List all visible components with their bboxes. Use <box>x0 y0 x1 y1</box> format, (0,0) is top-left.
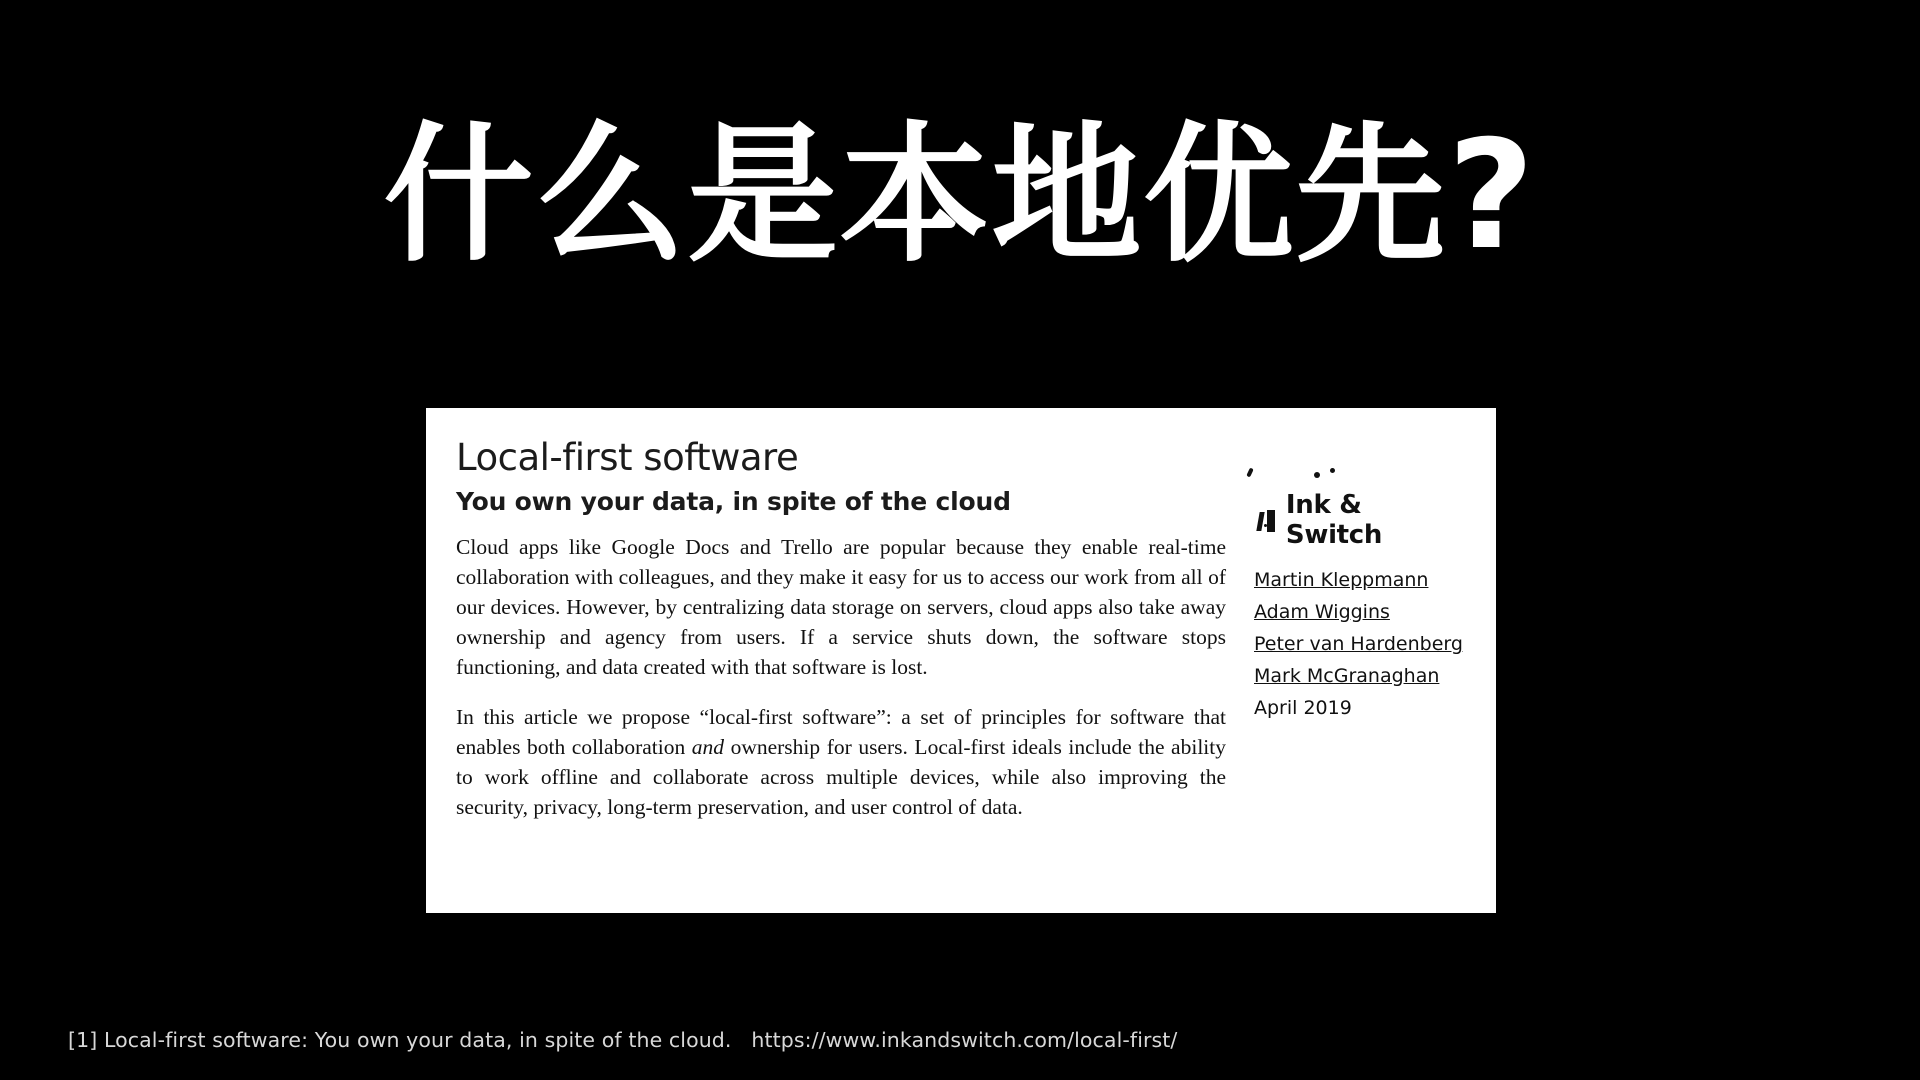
author-link[interactable]: Peter van Hardenberg <box>1254 633 1463 655</box>
ink-and-switch-logo-icon <box>1254 507 1278 533</box>
article-paragraph-2-part-b: ownership for users. Local-first ideals include the ability to work offline and collaborate across multiple devices, while also improving the security, privacy, long-term preservation, and user control of data. <box>456 735 1226 819</box>
brand-row <box>1254 490 1466 550</box>
article-subtitle: You own your data, in spite of the cloud <box>456 487 1011 516</box>
ink-splatter-streak-icon <box>1246 468 1253 478</box>
publication-date: April 2019 <box>1254 697 1352 719</box>
ink-splatter-dot-icon <box>1330 468 1335 473</box>
article-title: Local-first software <box>456 436 799 479</box>
article-screenshot-card <box>426 408 1496 913</box>
author-link[interactable]: Mark McGranaghan <box>1254 665 1440 687</box>
footnote-reference: [1] Local-first software: You own your data, in spite of the cloud. https://www.inkandswitch.com/local-first/ <box>68 1028 1178 1052</box>
brand-name: Ink & Switch <box>1285 490 1383 550</box>
page-title: 什么是本地优先? <box>383 109 1537 283</box>
article-paragraph-2-emphasis: and <box>691 735 725 759</box>
article-paragraph-1: Cloud apps like Google Docs and Trello are popular because they enable real-time collaboration with colleagues, and they make it easy for us to access our work from all of our devices. However, by centralizing data storage on servers, cloud apps also take away ownership and agency from users. If a service shuts down, the software stops functioning, and data created with that software is lost. <box>456 535 1226 679</box>
ink-splatter-dot-icon <box>1314 472 1320 478</box>
author-link[interactable]: Adam Wiggins <box>1254 601 1390 623</box>
author-list <box>1254 564 1466 724</box>
author-link[interactable]: Martin Kleppmann <box>1254 569 1429 591</box>
article-side-column <box>1226 432 1466 913</box>
article-paragraph-2 <box>456 702 1226 822</box>
article-main-column <box>456 432 1226 913</box>
article-paragraph-2-part-a: In this article we propose “local-first software”: a set of principles for software that enables both collaboration <box>456 705 1226 759</box>
